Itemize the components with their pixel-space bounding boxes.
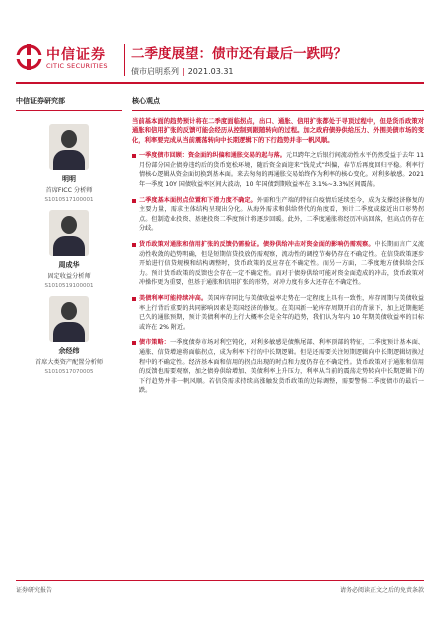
point-body: 美国库存同比与美债收益率走势在一定程度上具有一致性，库存周期与美债收益率上行背后重要的共同影响因素是美国经济的修复。在美国新一轮库存周期开启的背景下，加上近期拖延已久的通胀预期，预计美债利率的上行大概率会是全年的趋势，我们认为年内 10 年期美债收益率的目标或许在 2% 附近。 [139,294,425,331]
bullet-marker-icon [132,199,136,203]
footer-label: 证券研究报告 [16,587,53,594]
analyst-name: 周成华 [58,261,80,269]
point-body: 元旦跨年之后银行间流动性水平仍然受益于去年 11 月份部分国企债券违约后的货币宽松环境，随后资金面迎来“钱荒式”纠偏，春节后再度回归平稳。利率行情核心逻辑从资金面切换到基本面。来去匆匆的再通胀交易始终作为利率的核心变化。对利多敏感。2021 年一季度 10Y 国债收益率区间大波动，10 年国债到期收益率在 3.1%~3.3%区间震荡。 [139,152,424,188]
analyst-card [16,124,122,203]
analyst-role: 首席大类资产配置分析师 [34,359,104,366]
point-body: 外需和生产端的特征自疫情后延续至今，成为支撑经济修复的主要力量，需求主体结构呈现出分化。从海外需求和供给替代的角度看，预计二季度或接近出口彰势拐点。但制造业投资、基建投资二季度预计将逐步回暖。此外，二季度通胀将经历冲高回落，但高点仍存在分歧。 [139,196,425,233]
point-block [132,294,424,332]
report-subtitle [131,66,234,77]
header-divider [124,44,125,76]
report-series: 债市启明系列 [131,67,179,76]
point-lead: 货币政策对通胀和信用扩张的反馈仍需验证。 [139,240,263,248]
bullet-marker-icon [132,297,136,301]
point-text [139,338,424,396]
point-text [139,151,424,189]
point-lead: 美债利率可能持续冲高。 [139,294,208,302]
point-block [132,196,424,234]
sidebar-heading: 中信证券研究部 [16,96,122,111]
brand-name-cn: 中信证券 [46,47,106,63]
header-rule [16,82,424,84]
avatar [49,296,89,342]
point-block [132,151,424,189]
report-header [0,0,440,84]
point-text [139,196,424,234]
bullet-marker-icon [132,341,136,345]
analyst-role: 固定收益分析师 [47,273,91,280]
footer-disclaimer: 请务必阅读正文之后的免责条款 [339,587,424,594]
analyst-id: S1010517070005 [44,369,94,375]
point-block [132,338,424,396]
avatar [49,210,89,256]
citic-logo-icon [16,44,42,70]
brand-name-en: CITIC SECURITIES [46,62,108,70]
subtitle-separator: | [182,67,185,76]
point-block [132,240,424,288]
point-lead: 债市策略： [139,339,170,347]
bullet-marker-icon [132,154,136,158]
section-heading: 核心观点 [132,96,424,111]
point-lead: 一季度债市回顾： [139,152,188,160]
point-lead-bold: 债券供给冲击对资金面的影响仍需观察。 [262,240,375,248]
point-body: 一季度债券市场对利空钝化，对利多敏感是债熊尾部、利率顶部的特征，二季度预计基本面、通胀、信贷增速将面临拐点，成为利率下行的中长期逻辑。但是还需要关注短期逻辑向中长期逻辑切换过程中的不确定性。经济基本面和信用的拐点出现的时点和力度仍存在不确定性。货币政策对于通胀和信用的反馈也需要观察，加之债券供给增加、美债利率上升压力，利率从当前的震荡走势转向中长期逻辑下的下行趋势并非一帆风顺。若信贷需求持续高涨触发货币政策的边际调整，需要警惕二季度债市的最后一跌。 [139,339,425,395]
analyst-name: 明明 [62,175,76,183]
report-title: 二季度展望：债市还有最后一跌吗？ [131,46,347,62]
point-text [139,240,424,288]
analyst-id: S1010519100001 [44,283,94,289]
brand-logo [16,42,120,78]
analyst-name: 余经纬 [58,347,80,355]
analyst-card [16,210,122,289]
analyst-card [16,296,122,375]
analyst-role: 首席FICC 分析师 [45,187,93,194]
main-content [132,96,424,396]
analyst-id: S1010517100001 [44,197,94,203]
avatar [49,124,89,170]
point-body: 中长期而言广义流动性收敛的趋势明确，但是短期信贷投放仍需观察，流动性的调控节奏仍存在不确定性。在信贷政策逐步开始进行信贷规模和结构调整时，货币政策的反应存在不确定性。而另一方面，二季度地方债供给会压力。预计货币政策的反馈也会存在一定不确定性。而对于债券供给可能对资金面造成的冲击，货币政策对冲操作更为重要，但基于通胀和信用扩张的形势，对冲力度有多大还存在不确定性。 [139,240,425,287]
summary-paragraph: 当前基本面的趋势预计将在二季度面临拐点，出口、通胀、信用扩张都处于寻顶过程中，但是货币政策对通胀和信用扩张的反馈可能会经历从控制到跟随转向的过程。加之政府债券供给压力、外围美债市场的变化，利率要完成从当前震荡转向中长期逻辑下的下行趋势并非一帆风顺。 [132,118,424,144]
bullet-marker-icon [132,243,136,247]
point-lead-bold: 资金面的纠偏和通胀交易的起与落。 [187,152,286,160]
report-date: 2021.03.31 [187,67,234,76]
point-text [139,294,424,332]
footer-rule [16,580,424,581]
point-lead: 二季度基本面拐点位置和下滑力度不确定。 [139,196,257,204]
